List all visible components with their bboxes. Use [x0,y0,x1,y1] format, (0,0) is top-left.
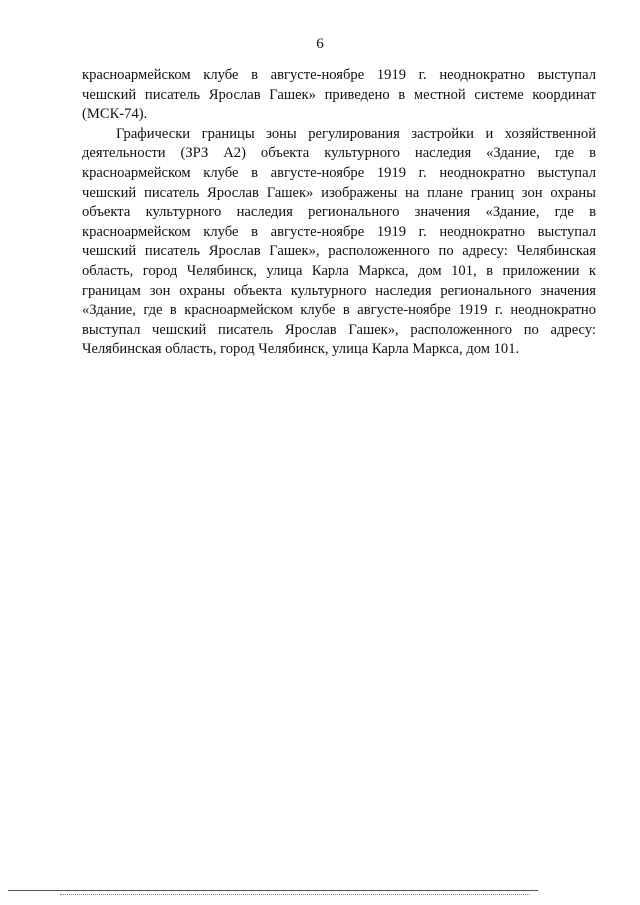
text-line: Челябинская область, город Челябинск, улица Карла Маркса, дом 101. [82,341,520,358]
text-line: чешский писатель Ярослав Гашек», расположенного по адресу: Челябинская [82,243,596,260]
text-line: область, город Челябинск, улица Карла Маркса, дом 101, в приложении к [82,262,596,279]
text-line: границам зон охраны объекта культурного наследия регионального значения [82,282,596,299]
text-line: чешский писатель Ярослав Гашек» изображены на плане границ зон охраны [82,184,596,201]
text-line: Графически границы зоны регулирования застройки и хозяйственной [116,125,596,142]
paragraph-2 [82,125,596,360]
text-line: чешский писатель Ярослав Гашек» приведено в местной системе координат [82,86,596,103]
text-line: деятельности (ЗРЗ А2) объекта культурного наследия «Здание, где в [82,145,596,162]
page-number: 6 [316,36,324,52]
text-line: выступал чешский писатель Ярослав Гашек», расположенного по адресу: [82,321,596,338]
text-line: красноармейском клубе в августе-ноябре 1919 г. неоднократно выступал [82,223,596,240]
text-line: красноармейском клубе в августе-ноябре 1919 г. неоднократно выступал [82,67,596,83]
page-bottom-rule [8,890,538,891]
page-bottom-rule-dotted [60,894,530,895]
document-body [82,66,596,360]
paragraph-1 [82,66,596,125]
text-line: (МСК-74). [82,106,148,123]
text-line: объекта культурного наследия регионального значения «Здание, где в [82,204,596,221]
text-line: красноармейском клубе в августе-ноябре 1919 г. неоднократно выступал [82,164,596,181]
text-line: «Здание, где в красноармейском клубе в августе-ноябре 1919 г. неоднократно [82,302,596,319]
